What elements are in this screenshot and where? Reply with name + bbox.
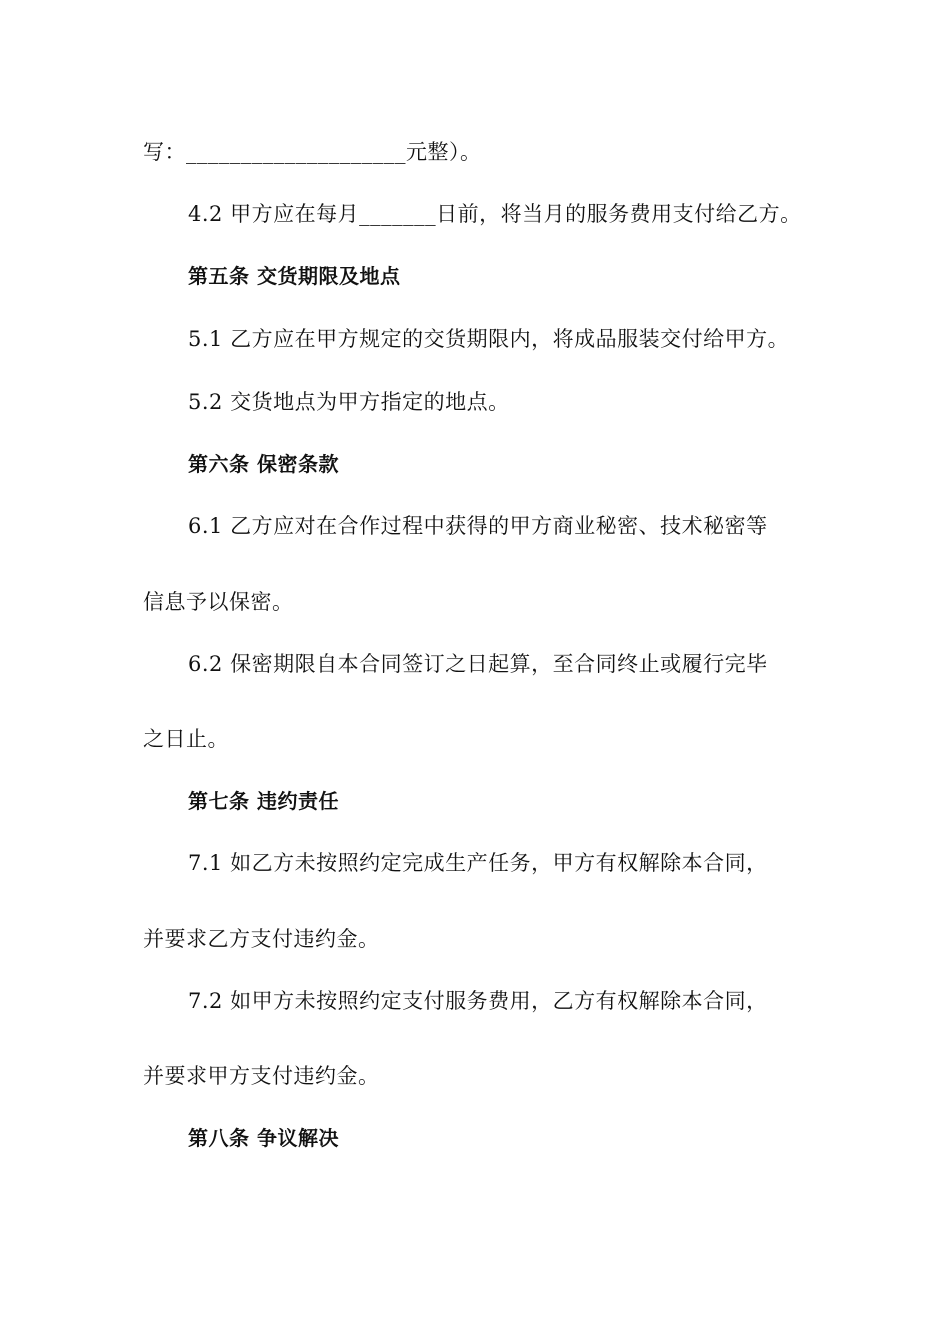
article-7-heading: 第七条 违约责任 <box>188 789 339 813</box>
article-8-heading: 第八条 争议解决 <box>188 1126 339 1150</box>
text-line-clause-4-2: 4.2 甲方应在每月_______日前，将当月的服务费用支付给乙方。 <box>188 202 802 226</box>
article-5-heading: 第五条 交货期限及地点 <box>188 264 401 288</box>
text-line-clause-7-2: 7.2 如甲方未按照约定支付服务费用，乙方有权解除本合同， <box>188 989 768 1013</box>
text-line-clause-6-2: 6.2 保密期限自本合同签订之日起算，至合同终止或履行完毕 <box>188 652 768 676</box>
text-line-clause-5-1: 5.1 乙方应在甲方规定的交货期限内，将成品服装交付给甲方。 <box>188 327 790 351</box>
text-line-clause-6-2-continuation: 之日止。 <box>143 727 229 751</box>
article-6-heading: 第六条 保密条款 <box>188 452 339 476</box>
text-line-amount-continuation: 写：____________________元整）。 <box>143 140 482 164</box>
text-line-clause-7-2-continuation: 并要求甲方支付违约金。 <box>143 1064 380 1088</box>
text-line-clause-6-1-continuation: 信息予以保密。 <box>143 590 294 614</box>
text-line-clause-7-1: 7.1 如乙方未按照约定完成生产任务，甲方有权解除本合同， <box>188 851 768 875</box>
text-line-clause-5-2: 5.2 交货地点为甲方指定的地点。 <box>188 390 510 414</box>
text-line-clause-7-1-continuation: 并要求乙方支付违约金。 <box>143 927 380 951</box>
text-line-clause-6-1: 6.1 乙方应对在合作过程中获得的甲方商业秘密、技术秘密等 <box>188 514 768 538</box>
